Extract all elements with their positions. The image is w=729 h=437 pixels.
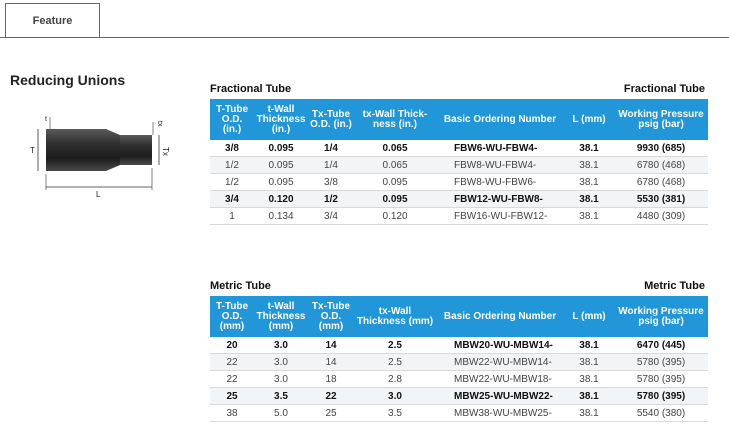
table-cell: 2.5 [354,354,436,371]
ordering-number-cell: MBW22-WU-MBW18- [436,371,564,388]
table-cell: 5780 (395) [614,371,708,388]
table-row [210,140,708,157]
table-cell: 0.095 [254,157,308,174]
table-cell: 38.1 [564,405,614,422]
ordering-number-cell: FBW6-WU-FBW4- [436,140,564,157]
table-cell: 22 [308,388,354,405]
table-cell: 1/4 [308,140,354,157]
table-cell: 5780 (395) [614,354,708,371]
table-cell: 5780 (395) [614,388,708,405]
table-row [210,208,708,225]
table-cell: 3.5 [354,405,436,422]
col-header: Basic Ordering Number [436,296,564,337]
table-cell: 1/2 [308,191,354,208]
table-cell: 5.0 [254,405,308,422]
table-cell: 14 [308,354,354,371]
table-cell: 20 [210,337,254,354]
table-cell: 0.120 [254,191,308,208]
table-cell: 9930 (685) [614,140,708,157]
table-cell: 3.5 [254,388,308,405]
table-cell: 3.0 [254,371,308,388]
table-cell: 6780 (468) [614,174,708,191]
label-Tx: Tx [161,147,170,156]
table-cell: 3/4 [210,191,254,208]
fractional-table-block [210,82,708,225]
table-cell: 5540 (380) [614,405,708,422]
table-cell: 22 [210,354,254,371]
table-cell: 0.134 [254,208,308,225]
table-cell: 6470 (445) [614,337,708,354]
ordering-number-cell: FBW16-WU-FBW12- [436,208,564,225]
table-cell: 1/2 [210,174,254,191]
table-cell: 4480 (309) [614,208,708,225]
col-header: L (mm) [564,99,614,140]
table-cell: 0.095 [254,140,308,157]
table-cell: 3.0 [254,354,308,371]
ordering-number-cell: MBW38-WU-MBW25- [436,405,564,422]
table-cell: 38.1 [564,354,614,371]
reducing-union-diagram [28,112,178,202]
ordering-number-cell: MBW20-WU-MBW14- [436,337,564,354]
table-cell: 0.065 [354,140,436,157]
col-header: Tx-Tube O.D. (mm) [308,296,354,337]
table-cell: 3/8 [308,174,354,191]
table-cell: 38.1 [564,157,614,174]
metric-table-block [210,279,708,422]
ordering-number-cell: FBW8-WU-FBW4- [436,157,564,174]
col-header: T-Tube O.D. (mm) [210,296,254,337]
col-header: Working Pressure psig (bar) [614,99,708,140]
metric-title-left: Metric Tube [210,280,271,292]
table-row [210,388,708,405]
tab-bar [0,0,729,38]
table-cell: 1/2 [210,157,254,174]
fractional-title-right: Fractional Tube [623,83,705,95]
col-header: Working Pressure psig (bar) [614,296,708,337]
table-cell: 0.095 [354,191,436,208]
table-cell: 38.1 [564,337,614,354]
table-cell: 1 [210,208,254,225]
table-cell: 2.5 [354,337,436,354]
col-header: Tx-Tube O.D. (in.) [308,99,354,140]
col-header: tx-Wall Thickness (mm) [354,296,436,337]
table-cell: 3/4 [308,208,354,225]
col-header: t-Wall Thickness (in.) [254,99,308,140]
label-L: L [96,190,101,199]
label-T: T [30,146,35,155]
col-header: L (mm) [564,296,614,337]
table-cell: 3.0 [354,388,436,405]
fractional-table [210,99,708,225]
metric-table [210,296,708,422]
table-cell: 0.120 [354,208,436,225]
table-row [210,191,708,208]
tab-bar-divider [0,37,729,38]
table-cell: 6780 (468) [614,157,708,174]
table-cell: 38.1 [564,174,614,191]
table-cell: 2.8 [354,371,436,388]
union-taper [106,129,120,171]
table-cell: 25 [210,388,254,405]
label-t: t [45,116,47,123]
col-header: T-Tube O.D. (in.) [210,99,254,140]
table-cell: 38.1 [564,208,614,225]
tab-feature[interactable]: Feature [5,3,100,38]
ordering-number-cell: MBW25-WU-MBW22- [436,388,564,405]
ordering-number-cell: MBW22-WU-MBW14- [436,354,564,371]
label-tx: tx [156,121,163,127]
table-cell: 0.095 [354,174,436,191]
col-header: tx-Wall Thick-ness (in.) [354,99,436,140]
union-large-body [46,129,106,171]
table-row [210,174,708,191]
union-small-tube [120,135,152,165]
section-title: Reducing Unions [10,72,126,88]
col-header: t-Wall Thickness (mm) [254,296,308,337]
table-cell: 18 [308,371,354,388]
table-cell: 38 [210,405,254,422]
table-cell: 3.0 [254,337,308,354]
metric-title-right: Metric Tube [644,280,705,292]
table-cell: 38.1 [564,388,614,405]
table-row [210,337,708,354]
fractional-title-left: Fractional Tube [210,83,292,95]
col-header: Basic Ordering Number [436,99,564,140]
table-cell: 38.1 [564,371,614,388]
table-row [210,157,708,174]
table-row [210,405,708,422]
table-cell: 14 [308,337,354,354]
table-cell: 38.1 [564,140,614,157]
ordering-number-cell: FBW12-WU-FBW8- [436,191,564,208]
table-cell: 3/8 [210,140,254,157]
table-cell: 1/4 [308,157,354,174]
table-cell: 0.095 [254,174,308,191]
ordering-number-cell: FBW8-WU-FBW6- [436,174,564,191]
table-cell: 38.1 [564,191,614,208]
table-row [210,354,708,371]
table-cell: 5530 (381) [614,191,708,208]
table-cell: 22 [210,371,254,388]
table-row [210,371,708,388]
table-cell: 25 [308,405,354,422]
table-cell: 0.065 [354,157,436,174]
